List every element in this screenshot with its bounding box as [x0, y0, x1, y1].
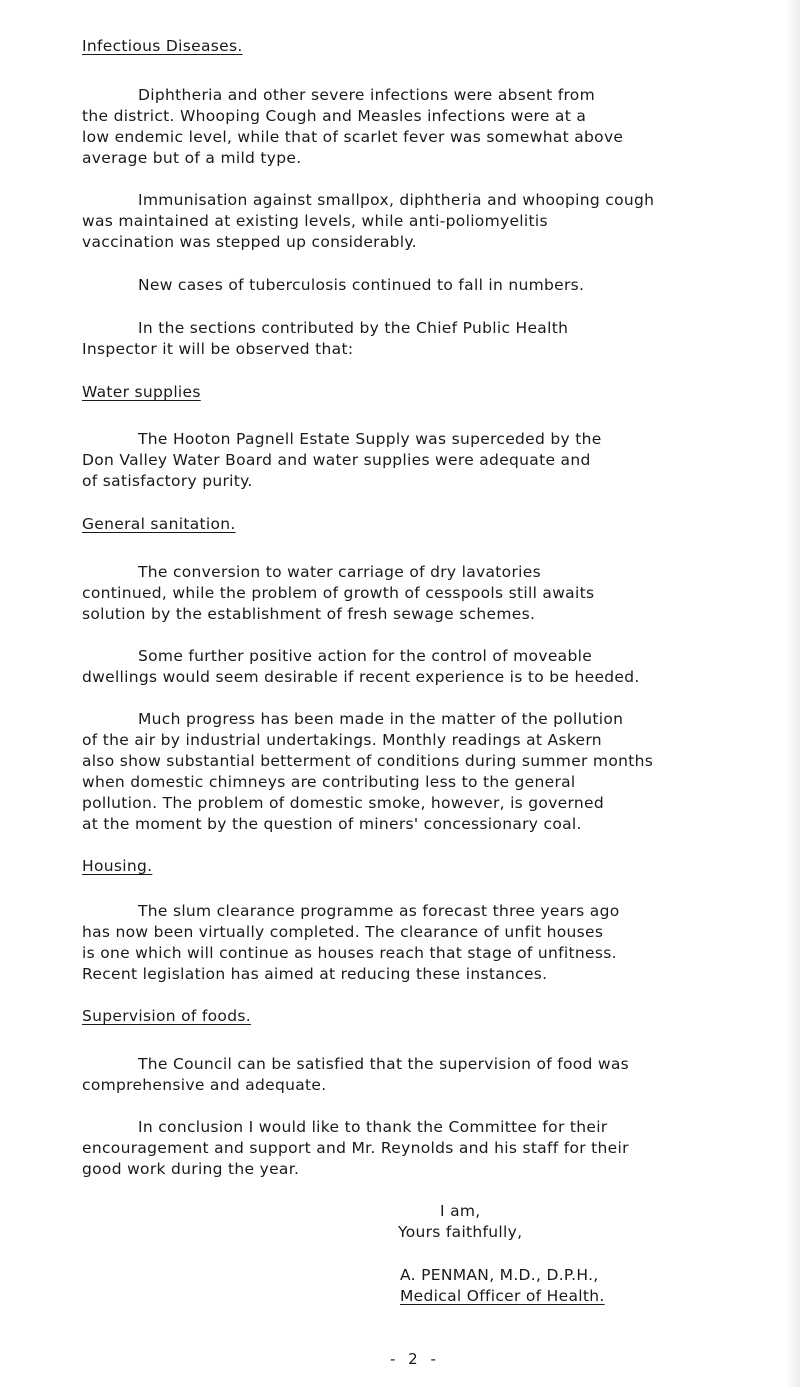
- paragraph-moveable-dwellings: [82, 646, 772, 688]
- text-line: encouragement and support and Mr. Reynolds and his staff for their: [82, 1139, 629, 1157]
- text-line: In conclusion I would like to thank the Committee for their: [138, 1118, 608, 1136]
- paragraph-immunisation: [82, 190, 772, 253]
- page-edge-shadow: [786, 0, 800, 1387]
- text-line: at the moment by the question of miners' concessionary coal.: [82, 815, 582, 833]
- signoff-block: [82, 1201, 772, 1307]
- text-line: has now been virtually completed. The clearance of unfit houses: [82, 923, 604, 941]
- heading-water-supplies: Water supplies: [82, 383, 201, 401]
- text-line: vaccination was stepped up considerably.: [82, 233, 417, 251]
- text-line: Recent legislation has aimed at reducing these instances.: [82, 965, 548, 983]
- text-line: The slum clearance programme as forecast three years ago: [138, 902, 620, 920]
- text-line: New cases of tuberculosis continued to fall in numbers.: [138, 276, 585, 294]
- paragraph-water: [82, 429, 772, 492]
- text-line: continued, while the problem of growth of cesspools still awaits: [82, 584, 595, 602]
- text-line: In the sections contributed by the Chief Public Health: [138, 319, 569, 337]
- heading-infectious-diseases: Infectious Diseases.: [82, 37, 243, 55]
- signoff-greeting: I am,: [440, 1202, 481, 1220]
- text-line: low endemic level, while that of scarlet fever was somewhat above: [82, 128, 624, 146]
- text-line: also show substantial betterment of conditions during summer months: [82, 752, 654, 770]
- document-body: [82, 36, 772, 1307]
- text-line: solution by the establishment of fresh sewage schemes.: [82, 605, 536, 623]
- page-number: - 2 -: [390, 1350, 440, 1368]
- text-line: The conversion to water carriage of dry lavatories: [138, 563, 541, 581]
- heading-general-sanitation: General sanitation.: [82, 515, 236, 533]
- heading-housing: Housing.: [82, 857, 153, 875]
- signatory-title: [82, 1286, 772, 1307]
- text-line: good work during the year.: [82, 1160, 300, 1178]
- text-line: Much progress has been made in the matter of the pollution: [138, 710, 624, 728]
- heading-supervision-of-foods: Supervision of foods.: [82, 1007, 251, 1025]
- text-line: Immunisation against smallpox, diphtheria and whooping cough: [138, 191, 655, 209]
- text-line: the district. Whooping Cough and Measles infections were at a: [82, 107, 587, 125]
- text-line: The Council can be satisfied that the supervision of food was: [138, 1055, 630, 1073]
- paragraph-air-pollution: [82, 709, 772, 835]
- signoff-closing: Yours faithfully,: [398, 1223, 523, 1241]
- text-line: of the air by industrial undertakings. Monthly readings at Askern: [82, 731, 602, 749]
- text-line: comprehensive and adequate.: [82, 1076, 327, 1094]
- text-line: dwellings would seem desirable if recent experience is to be heeded.: [82, 668, 640, 686]
- paragraph-inspector: [82, 318, 772, 360]
- paragraph-infectious: [82, 85, 772, 169]
- paragraph-conclusion: [82, 1117, 772, 1180]
- paragraph-foods: [82, 1054, 772, 1096]
- text-line: is one which will continue as houses reach that stage of unfitness.: [82, 944, 617, 962]
- signatory-name: A. PENMAN, M.D., D.P.H.,: [400, 1266, 599, 1284]
- text-line: The Hooton Pagnell Estate Supply was superceded by the: [138, 430, 602, 448]
- text-line: Some further positive action for the control of moveable: [138, 647, 593, 665]
- signatory-title-text: Medical Officer of Health.: [400, 1287, 605, 1305]
- text-line: average but of a mild type.: [82, 149, 302, 167]
- text-line: when domestic chimneys are contributing less to the general: [82, 773, 576, 791]
- text-line: pollution. The problem of domestic smoke, however, is governed: [82, 794, 605, 812]
- text-line: of satisfactory purity.: [82, 472, 253, 490]
- paragraph-tuberculosis: [82, 275, 772, 296]
- text-line: Don Valley Water Board and water supplies were adequate and: [82, 451, 591, 469]
- paragraph-sanitation: [82, 562, 772, 625]
- paragraph-housing: [82, 901, 772, 985]
- text-line: was maintained at existing levels, while anti-poliomyelitis: [82, 212, 548, 230]
- text-line: Inspector it will be observed that:: [82, 340, 354, 358]
- text-line: Diphtheria and other severe infections were absent from: [138, 86, 595, 104]
